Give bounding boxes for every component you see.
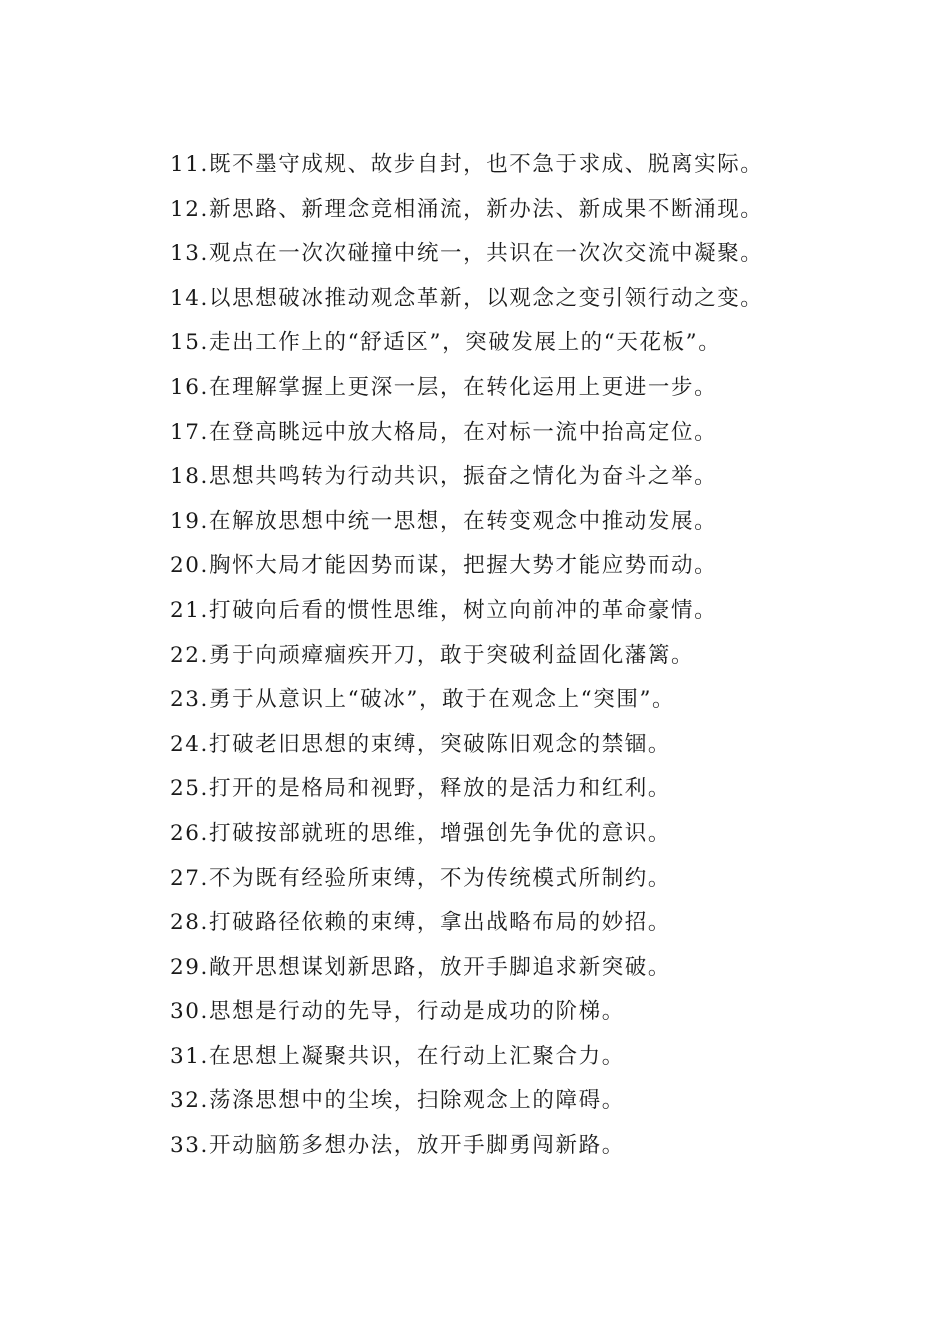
list-item: 22.勇于向顽瘴痼疾开刀，敢于突破利益固化藩篱。: [170, 642, 695, 668]
list-item: 15.走出工作上的“舒适区”，突破发展上的“天花板”。: [170, 330, 722, 356]
list-item: 27.不为既有经验所束缚，不为传统模式所制约。: [170, 865, 671, 891]
list-item: 18.思想共鸣转为行动共识，振奋之情化为奋斗之举。: [170, 464, 718, 490]
numbered-list: [170, 146, 830, 1172]
list-item: 12.新思路、新理念竞相涌流，新办法、新成果不断涌现。: [170, 196, 764, 222]
list-item: 19.在解放思想中统一思想，在转变观念中推动发展。: [170, 508, 718, 534]
list-item: 29.敞开思想谋划新思路，放开手脚追求新突破。: [170, 954, 671, 980]
list-item: 13.观点在一次次碰撞中统一，共识在一次次交流中凝聚。: [170, 241, 764, 267]
list-item: 25.打开的是格局和视野，释放的是活力和红利。: [170, 776, 671, 802]
list-item: 32.荡涤思想中的尘埃，扫除观念上的障碍。: [170, 1088, 625, 1114]
list-item: 33.开动脑筋多想办法，放开手脚勇闯新路。: [170, 1133, 625, 1159]
list-item: 28.打破路径依赖的束缚，拿出战略布局的妙招。: [170, 910, 671, 936]
list-item: 21.打破向后看的惯性思维，树立向前冲的革命豪情。: [170, 597, 718, 623]
list-item: 14.以思想破冰推动观念革新，以观念之变引领行动之变。: [170, 285, 764, 311]
list-item: 23.勇于从意识上“破冰”，敢于在观念上“突围”。: [170, 687, 676, 713]
list-item: 24.打破老旧思想的束缚，突破陈旧观念的禁锢。: [170, 731, 671, 757]
list-item: 20.胸怀大局才能因势而谋，把握大势才能应势而动。: [170, 553, 718, 579]
list-item: 16.在理解掌握上更深一层，在转化运用上更进一步。: [170, 374, 718, 400]
list-item: 26.打破按部就班的思维，增强创先争优的意识。: [170, 820, 671, 846]
list-item: 17.在登高眺远中放大格局，在对标一流中抬高定位。: [170, 419, 718, 445]
list-item: 31.在思想上凝聚共识，在行动上汇聚合力。: [170, 1043, 625, 1069]
list-item: 11.既不墨守成规、故步自封，也不急于求成、脱离实际。: [170, 152, 764, 177]
list-item: 30.思想是行动的先导，行动是成功的阶梯。: [170, 999, 625, 1025]
